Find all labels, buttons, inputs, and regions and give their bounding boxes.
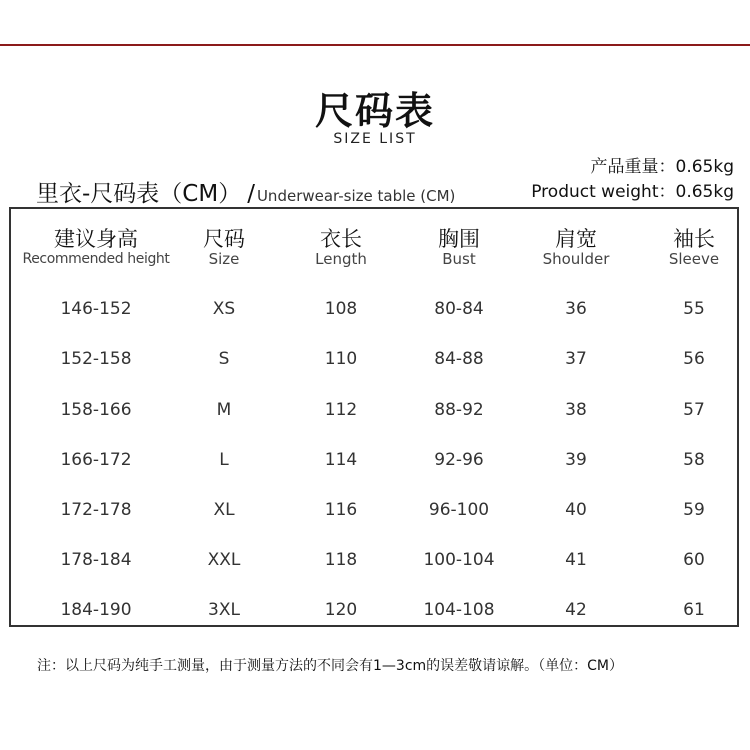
cell-height: 166-172 [60, 450, 132, 470]
cell-sleeve: 55 [683, 299, 705, 319]
cell-size: 3XL [208, 600, 240, 620]
cell-shoulder: 36 [565, 299, 587, 319]
cell-bust: 88-92 [434, 400, 484, 420]
table-row [11, 349, 737, 379]
top-divider-line [0, 44, 750, 46]
cell-length: 118 [324, 550, 358, 570]
header-label-en: Shoulder [542, 250, 610, 268]
cell-length: 116 [324, 500, 358, 520]
cell-bust: 80-84 [434, 299, 484, 319]
cell-sleeve: 59 [683, 500, 705, 520]
header-label-cn: 尺码 [203, 227, 245, 251]
cell-shoulder: 40 [565, 500, 587, 520]
cell-shoulder: 38 [565, 400, 587, 420]
cell-shoulder: 41 [565, 550, 587, 570]
table-header-row [11, 227, 737, 277]
cell-shoulder: 39 [565, 450, 587, 470]
cell-height: 146-152 [60, 299, 132, 319]
cell-bust: 104-108 [423, 600, 495, 620]
header-label-cn: 胸围 [438, 227, 480, 251]
cell-size: S [218, 349, 230, 369]
header-label-en: Recommended height [22, 251, 170, 267]
cell-sleeve: 56 [683, 349, 705, 369]
table-row [11, 450, 737, 480]
cell-sleeve: 58 [683, 450, 705, 470]
section-title-slash: / [247, 181, 255, 207]
header-label-en: Bust [442, 250, 476, 268]
cell-length: 120 [324, 600, 358, 620]
header-label-en: Size [208, 250, 240, 268]
header-label-cn: 袖长 [673, 227, 715, 251]
cell-shoulder: 37 [565, 349, 587, 369]
table-row [11, 400, 737, 430]
size-table [9, 207, 739, 627]
cell-shoulder: 42 [565, 600, 587, 620]
header-label-cn: 建议身高 [54, 227, 138, 251]
product-weight-en: Product weight：0.65kg [531, 182, 734, 202]
cell-height: 172-178 [60, 500, 132, 520]
page-subtitle: SIZE LIST [333, 131, 417, 147]
table-row [11, 500, 737, 530]
cell-bust: 92-96 [434, 450, 484, 470]
cell-height: 158-166 [60, 400, 132, 420]
section-title-en: Underwear-size table (CM) [256, 187, 456, 205]
cell-sleeve: 61 [683, 600, 705, 620]
table-row [11, 600, 737, 630]
product-weight-cn: 产品重量：0.65kg [590, 157, 734, 177]
cell-bust: 100-104 [423, 550, 495, 570]
section-title [36, 175, 455, 208]
cell-size: M [216, 400, 232, 420]
cell-height: 152-158 [60, 349, 132, 369]
cell-height: 178-184 [60, 550, 132, 570]
cell-sleeve: 57 [683, 400, 705, 420]
cell-sleeve: 60 [683, 550, 705, 570]
cell-length: 112 [324, 400, 358, 420]
cell-size: L [219, 450, 229, 470]
cell-height: 184-190 [60, 600, 132, 620]
header-label-cn: 肩宽 [555, 227, 597, 251]
header-label-en: Sleeve [668, 250, 720, 268]
cell-length: 114 [324, 450, 358, 470]
cell-length: 110 [324, 349, 358, 369]
cell-bust: 84-88 [434, 349, 484, 369]
cell-size: XL [213, 500, 235, 520]
table-row [11, 299, 737, 329]
page-title: 尺码表 [314, 89, 435, 133]
section-title-cn: 里衣-尺码表（CM） [36, 181, 242, 207]
header-sleeve [619, 227, 750, 268]
cell-size: XS [212, 299, 236, 319]
table-row [11, 550, 737, 580]
measurement-note: 注：以上尺码为纯手工测量，由于测量方法的不同会有1—3cm的误差敬请谅解。（单位：CM） [37, 658, 624, 674]
cell-length: 108 [324, 299, 358, 319]
cell-size: XXL [207, 550, 241, 570]
header-label-en: Length [315, 250, 367, 268]
header-label-cn: 衣长 [320, 227, 362, 251]
cell-bust: 96-100 [428, 500, 490, 520]
